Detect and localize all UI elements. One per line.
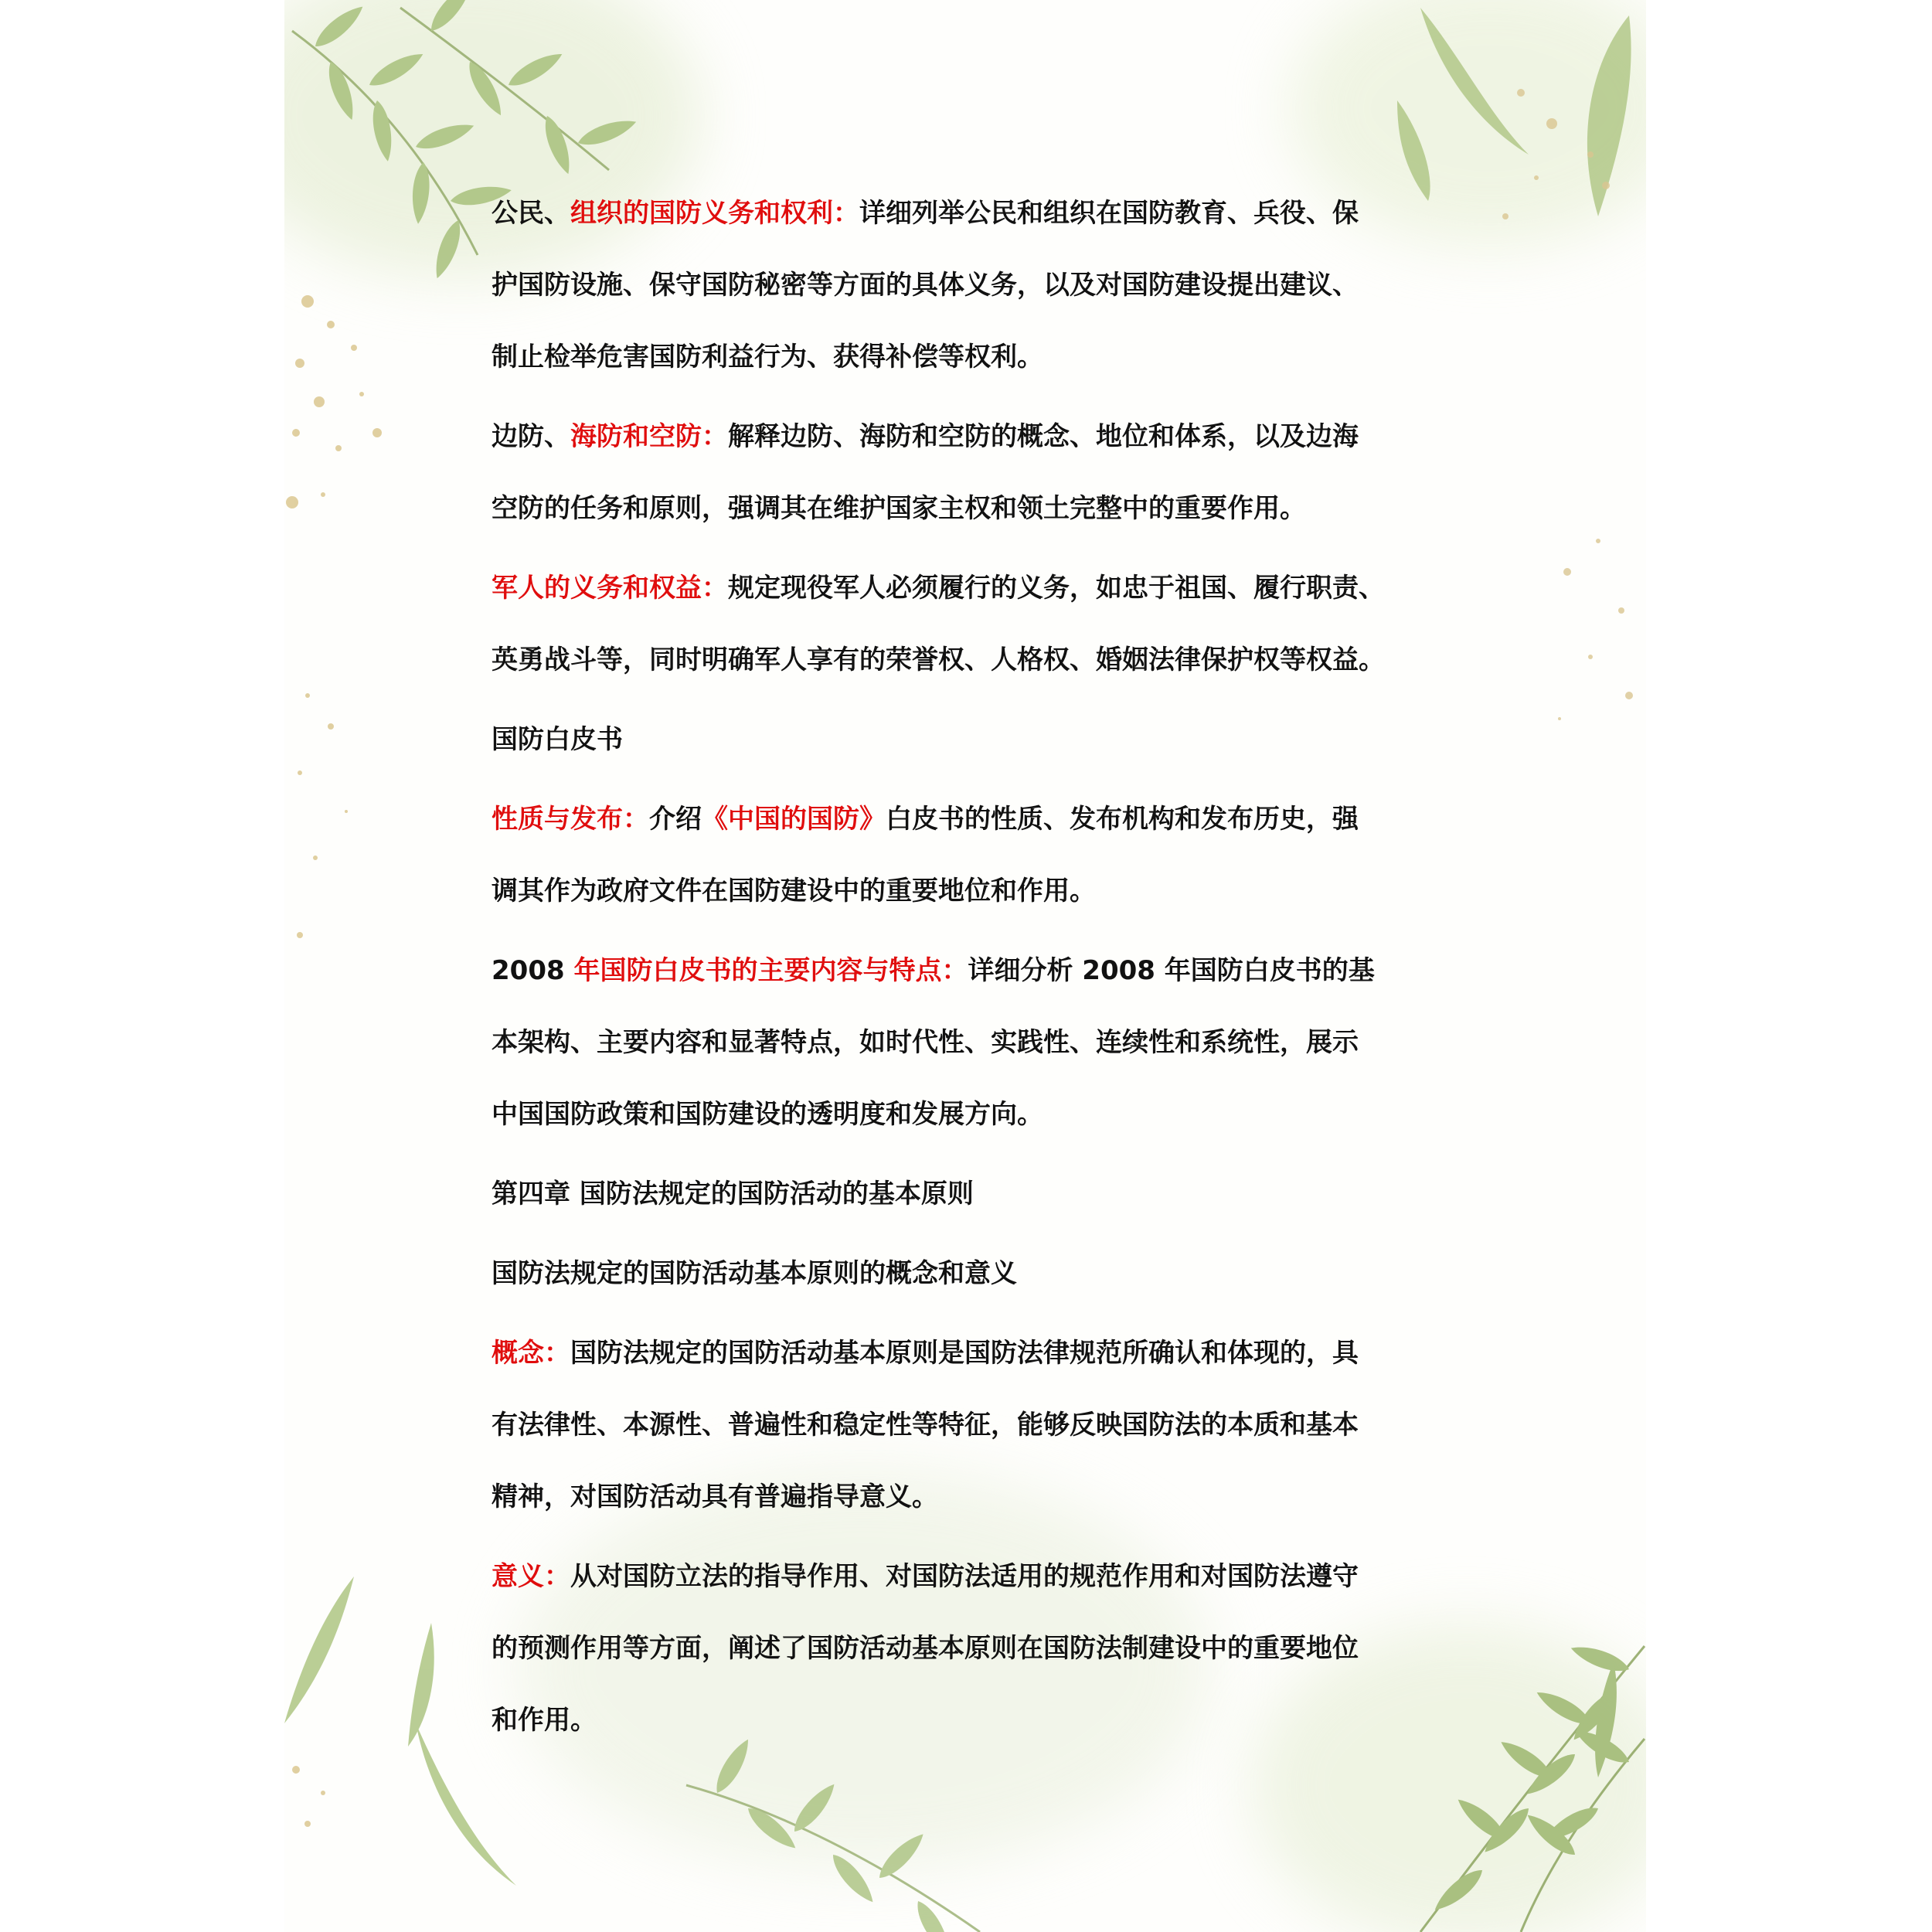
gold-speckles	[1502, 89, 1633, 720]
highlight-text: 海防和空防：	[570, 421, 728, 452]
highlight-text: 意义：	[492, 1561, 570, 1592]
gold-speckles	[286, 295, 382, 1827]
highlight-text: 年国防白皮书的主要内容与特点：	[573, 955, 968, 986]
text-line	[492, 321, 1458, 393]
paragraph-principles-heading	[492, 1238, 1458, 1310]
body-text: 详细列举公民和组织在国防教育、兵役、保	[859, 198, 1359, 229]
paragraph-white-paper-heading	[492, 704, 1458, 776]
text-line	[492, 624, 1458, 696]
text-line	[492, 1079, 1458, 1151]
text-line	[492, 250, 1458, 321]
body-text: 边防、	[492, 421, 570, 452]
highlight-text: 《中国的国防》	[702, 804, 886, 835]
text-line	[492, 1541, 1458, 1613]
text-line	[492, 1238, 1458, 1310]
document-body	[492, 178, 1458, 1757]
body-text: 介绍	[649, 804, 702, 835]
text-line	[492, 178, 1458, 250]
text-line	[492, 1461, 1458, 1533]
text-line	[492, 1007, 1458, 1079]
branch-bottom-center	[686, 1735, 980, 1932]
body-text: 有法律性、本源性、普遍性和稳定性等特征，能够反映国防法的本质和基本	[492, 1410, 1359, 1440]
text-line	[492, 784, 1458, 855]
body-text: 空防的任务和原则，强调其在维护国家主权和领土完整中的重要作用。	[492, 493, 1306, 524]
text-line	[492, 473, 1458, 545]
highlight-text: 概念：	[492, 1338, 570, 1369]
text-line	[492, 704, 1458, 776]
text-line	[492, 553, 1458, 624]
body-text: 解释边防、海防和空防的概念、地位和体系，以及边海	[728, 421, 1359, 452]
body-text: 国防法规定的国防活动基本原则的概念和意义	[492, 1258, 1017, 1289]
text-line	[492, 1685, 1458, 1757]
paragraph-citizen-duties	[492, 178, 1458, 393]
body-text: 精神，对国防活动具有普遍指导意义。	[492, 1481, 938, 1512]
text-line	[492, 1613, 1458, 1685]
body-text: 护国防设施、保守国防秘密等方面的具体义务，以及对国防建设提出建议、	[492, 270, 1359, 301]
paragraph-significance	[492, 1541, 1458, 1757]
paragraph-border-sea-air	[492, 401, 1458, 545]
body-text: 公民、	[492, 198, 570, 229]
body-text: 中国国防政策和国防建设的透明度和发展方向。	[492, 1099, 1043, 1130]
paragraph-soldier-rights	[492, 553, 1458, 696]
text-line	[492, 1158, 1458, 1230]
body-text: 本架构、主要内容和显著特点，如时代性、实践性、连续性和系统性，展示	[492, 1027, 1359, 1058]
text-line	[492, 935, 1458, 1007]
body-text: 2008	[492, 955, 574, 986]
text-line	[492, 855, 1458, 927]
text-line	[492, 1389, 1458, 1461]
body-text: 规定现役军人必须履行的义务，如忠于祖国、履行职责、	[728, 573, 1385, 604]
body-text: 国防法规定的国防活动基本原则是国防法律规范所确认和体现的，具	[570, 1338, 1359, 1369]
body-text: 详细分析 2008 年国防白皮书的基	[968, 955, 1375, 986]
body-text: 调其作为政府文件在国防建设中的重要地位和作用。	[492, 876, 1096, 906]
paragraph-white-paper-2008	[492, 935, 1458, 1151]
highlight-text: 军人的义务和权益：	[492, 573, 728, 604]
highlight-text: 性质与发布：	[492, 804, 649, 835]
paragraph-nature-release	[492, 784, 1458, 927]
body-text: 第四章 国防法规定的国防活动的基本原则	[492, 1179, 974, 1209]
body-text: 制止检举危害国防利益行为、获得补偿等权利。	[492, 342, 1043, 372]
body-text: 的预测作用等方面，阐述了国防活动基本原则在国防法制建设中的重要地位	[492, 1633, 1359, 1664]
paragraph-concept	[492, 1318, 1458, 1533]
document-page	[284, 0, 1646, 1932]
paragraph-chapter-four	[492, 1158, 1458, 1230]
text-line	[492, 1318, 1458, 1389]
highlight-text: 组织的国防义务和权利：	[570, 198, 859, 229]
text-line	[492, 401, 1458, 473]
body-text: 国防白皮书	[492, 724, 623, 755]
branch-bottom-left	[284, 1577, 516, 1886]
body-text: 和作用。	[492, 1705, 597, 1736]
body-text: 白皮书的性质、发布机构和发布历史，强	[886, 804, 1359, 835]
body-text: 英勇战斗等，同时明确军人享有的荣誉权、人格权、婚姻法律保护权等权益。	[492, 645, 1385, 675]
body-text: 从对国防立法的指导作用、对国防法适用的规范作用和对国防法遵守	[570, 1561, 1359, 1592]
